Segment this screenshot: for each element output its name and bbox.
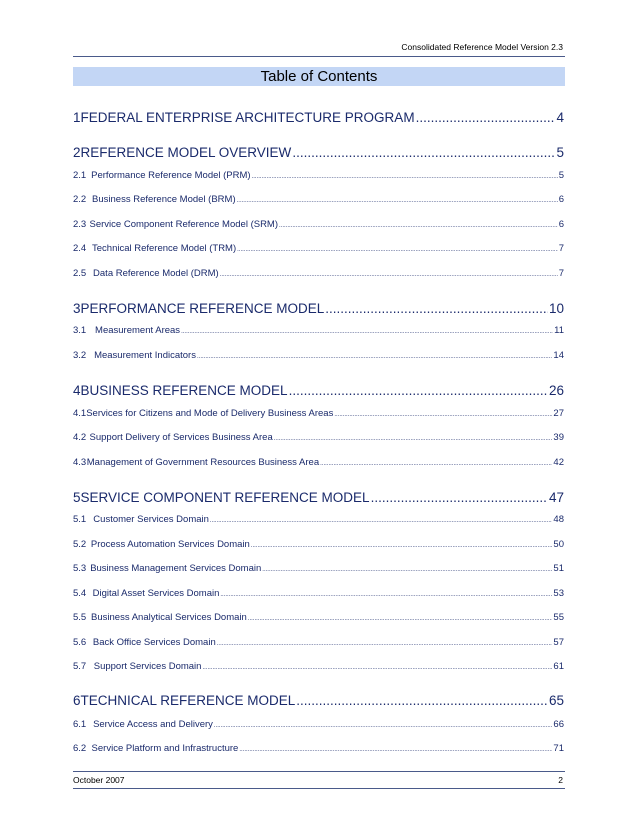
toc-entry-page: 10 [548, 301, 564, 316]
toc-dot-leader [320, 461, 552, 467]
toc-entry-title: Services for Citizens and Mode of Delivery Business Areas [86, 408, 334, 419]
toc-entry-number: 6.2 [73, 743, 87, 754]
toc-dot-leader [197, 354, 552, 360]
toc-entry-number: 2.5 [73, 268, 87, 279]
toc-entry-page: 71 [553, 743, 564, 754]
toc-entry-page: 11 [554, 325, 564, 336]
toc-entry-title: Data Reference Model (DRM) [93, 268, 219, 279]
toc-entry-title: Business Reference Model (BRM) [92, 194, 236, 205]
toc-section-entry[interactable] [73, 743, 564, 754]
toc-entry-title: BUSINESS REFERENCE MODEL [80, 383, 288, 398]
toc-entry-number: 3 [73, 301, 81, 316]
toc-entry-page: 48 [553, 514, 564, 525]
toc-entry-number: 2.3 [73, 219, 87, 230]
toc-section-entry[interactable] [73, 408, 564, 419]
toc-dot-leader [252, 174, 558, 180]
toc-dot-leader [292, 145, 555, 160]
toc-chapter-entry[interactable] [73, 145, 564, 160]
toc-entry-page: 27 [553, 408, 564, 419]
toc-section-entry[interactable] [73, 514, 564, 525]
toc-entry-title: SERVICE COMPONENT REFERENCE MODEL [80, 490, 370, 505]
toc-dot-leader [210, 518, 553, 524]
toc-entry-title: TECHNICAL REFERENCE MODEL [80, 693, 296, 708]
toc-dot-leader [296, 693, 548, 708]
toc-entry-title: Digital Asset Services Domain [92, 588, 220, 599]
toc-entry-title: Business Management Services Domain [90, 563, 262, 574]
toc-entry-number: 4.3 [73, 457, 87, 468]
toc-entry-title: Technical Reference Model (TRM) [92, 243, 237, 254]
toc-entry-title: Process Automation Services Domain [90, 539, 250, 550]
toc-dot-leader [248, 616, 553, 622]
toc-entry-number: 5.3 [73, 563, 87, 574]
toc-entry-number: 5.2 [73, 539, 87, 550]
toc-dot-leader [334, 412, 552, 418]
toc-entry-page: 42 [553, 457, 564, 468]
toc-entry-title: Support Services Domain [93, 661, 202, 672]
toc-section-entry[interactable] [73, 325, 564, 336]
toc-section-entry[interactable] [73, 194, 564, 205]
toc-section-entry[interactable] [73, 539, 564, 550]
toc-chapter-entry[interactable] [73, 490, 564, 505]
toc-entry-page: 6 [558, 219, 564, 230]
toc-entry-number: 5.6 [73, 637, 87, 648]
toc-entry-title: Service Access and Delivery [93, 719, 213, 730]
toc-entry-page: 14 [553, 350, 564, 361]
toc-entry-page: 57 [553, 637, 564, 648]
toc-entry-number: 2.2 [73, 194, 87, 205]
toc-entry-title: REFERENCE MODEL OVERVIEW [80, 145, 292, 160]
toc-entry-number: 6 [73, 693, 81, 708]
toc-section-entry[interactable] [73, 457, 564, 468]
toc-dot-leader [274, 436, 553, 442]
toc-section-entry[interactable] [73, 661, 564, 672]
toc-dot-leader [416, 110, 556, 125]
toc-section-entry[interactable] [73, 588, 564, 599]
toc-section-entry[interactable] [73, 563, 564, 574]
toc-dot-leader [217, 641, 553, 647]
toc-entry-number: 2.4 [73, 243, 87, 254]
toc-section-entry[interactable] [73, 637, 564, 648]
toc-chapter-entry[interactable] [73, 301, 564, 316]
toc-entry-page: 7 [558, 243, 564, 254]
toc-dot-leader [325, 301, 548, 316]
toc-section-entry[interactable] [73, 268, 564, 279]
toc-dot-leader [181, 329, 553, 335]
toc-entry-page: 65 [548, 693, 564, 708]
footer-date: October 2007 [73, 775, 125, 785]
footer-rule-bottom [73, 788, 565, 789]
toc-dot-leader [289, 383, 548, 398]
toc-entry-title: Measurement Indicators [94, 350, 196, 361]
toc-entry-title: Service Platform and Infrastructure [91, 743, 239, 754]
toc-entry-number: 1 [73, 110, 81, 125]
toc-section-entry[interactable] [73, 432, 564, 443]
toc-entry-title: PERFORMANCE REFERENCE MODEL [80, 301, 325, 316]
toc-title: Table of Contents [73, 67, 565, 86]
toc-entry-number: 2.1 [73, 170, 87, 181]
toc-entry-number: 5 [73, 490, 81, 505]
toc-entry-number: 2 [73, 145, 81, 160]
toc-entry-page: 5 [556, 145, 564, 160]
toc-entry-title: Service Component Reference Model (SRM) [89, 219, 279, 230]
toc-entry-number: 4.2 [73, 432, 87, 443]
toc-dot-leader [237, 247, 558, 253]
toc-entry-number: 4.1 [73, 408, 87, 419]
footer-page-number: 2 [558, 775, 563, 785]
toc-entry-page: 66 [553, 719, 564, 730]
toc-dot-leader [202, 665, 552, 671]
toc-entry-number: 6.1 [73, 719, 87, 730]
toc-section-entry[interactable] [73, 612, 564, 623]
toc-dot-leader [237, 198, 558, 204]
toc-entry-title: Business Analytical Services Domain [91, 612, 247, 623]
toc-entry-title: Back Office Services Domain [92, 637, 216, 648]
toc-entry-page: 5 [558, 170, 564, 181]
toc-entry-title: Support Delivery of Services Business Area [89, 432, 273, 443]
toc-section-entry[interactable] [73, 219, 564, 230]
toc-section-entry[interactable] [73, 350, 564, 361]
toc-section-entry[interactable] [73, 719, 564, 730]
toc-section-entry[interactable] [73, 170, 564, 181]
toc-entry-page: 4 [556, 110, 564, 125]
toc-dot-leader [214, 723, 553, 729]
toc-dot-leader [239, 747, 552, 753]
toc-entry-page: 6 [558, 194, 564, 205]
toc-entry-number: 5.5 [73, 612, 87, 623]
toc-entry-page: 50 [553, 539, 564, 550]
toc-entry-number: 5.4 [73, 588, 87, 599]
toc-entry-title: Management of Government Resources Business Area [86, 457, 320, 468]
toc-entry-page: 51 [553, 563, 564, 574]
toc-entry-number: 5.1 [73, 514, 87, 525]
toc-entry-page: 53 [553, 588, 564, 599]
toc-dot-leader [371, 490, 548, 505]
toc-dot-leader [220, 592, 552, 598]
toc-entry-page: 55 [553, 612, 564, 623]
toc-entry-number: 3.2 [73, 350, 87, 361]
toc-entry-page: 47 [548, 490, 564, 505]
toc-chapter-entry[interactable] [73, 383, 564, 398]
toc-entry-number: 4 [73, 383, 81, 398]
toc-chapter-entry[interactable] [73, 693, 564, 708]
toc-entry-number: 5.7 [73, 661, 87, 672]
running-header: Consolidated Reference Model Version 2.3 [401, 42, 563, 52]
toc-entry-title: FEDERAL ENTERPRISE ARCHITECTURE PROGRAM [80, 110, 415, 125]
header-rule [73, 56, 565, 57]
toc-entry-page: 61 [553, 661, 564, 672]
toc-entry-title: Performance Reference Model (PRM) [91, 170, 251, 181]
footer-rule-top [73, 771, 565, 772]
toc-dot-leader [279, 223, 558, 229]
toc-entry-page: 39 [553, 432, 564, 443]
toc-dot-leader [262, 567, 552, 573]
toc-dot-leader [220, 272, 558, 278]
toc-entry-page: 26 [548, 383, 564, 398]
toc-chapter-entry[interactable] [73, 110, 564, 125]
toc-section-entry[interactable] [73, 243, 564, 254]
toc-entry-title: Customer Services Domain [93, 514, 209, 525]
toc-entry-number: 3.1 [73, 325, 87, 336]
toc-dot-leader [251, 543, 553, 549]
toc-entry-title: Measurement Areas [95, 325, 181, 336]
toc-entry-page: 7 [558, 268, 564, 279]
